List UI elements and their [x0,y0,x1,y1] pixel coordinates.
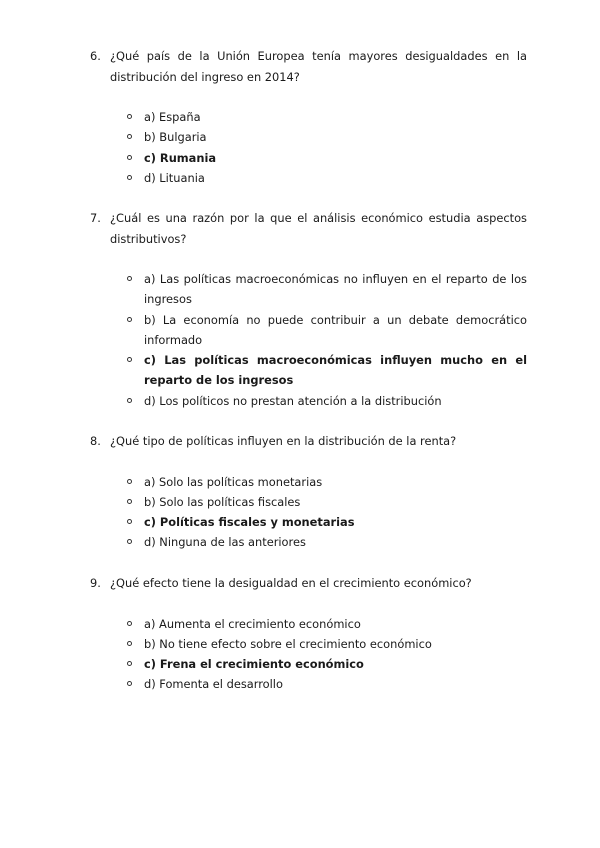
circle-bullet-icon [127,499,132,504]
option-text: a) Las políticas macroeconómicas no influyen en el reparto de los ingresos [144,272,527,307]
circle-bullet-icon [127,114,132,119]
option-text: a) España [144,110,201,124]
option-a [90,614,527,634]
question-number: 6. [90,49,101,63]
option-text: d) Lituania [144,170,205,185]
answer-options [90,107,527,188]
question-text: ¿Qué país de la Unión Europea tenía mayores desigualdades en la distribución del ingreso en 2014? [110,49,527,84]
option-b [90,310,527,351]
option-text: d) Los políticos no prestan atención a la distribución [144,393,442,408]
option-text: b) Solo las políticas fiscales [144,494,301,509]
option-c-correct [90,148,527,168]
question-number: 9. [90,576,101,590]
question-text: ¿Qué efecto tiene la desigualdad en el crecimiento económico? [110,576,472,590]
option-c-correct [90,654,527,674]
option-c-correct [90,512,527,532]
circle-bullet-icon [127,357,132,362]
answer-options [90,269,527,411]
circle-bullet-icon [127,155,132,160]
option-d [90,532,527,552]
question-text: ¿Cuál es una razón por la que el análisis económico estudia aspectos distributivos? [110,211,527,246]
option-text: c) Políticas fiscales y monetarias [144,515,355,530]
option-d [90,391,527,411]
question-8 [90,431,527,553]
circle-bullet-icon [127,621,132,626]
option-a [90,472,527,492]
circle-bullet-icon [127,539,132,544]
option-text: b) No tiene efecto sobre el crecimiento económico [144,636,432,651]
option-b [90,634,527,654]
question-6 [90,46,527,188]
answer-options [90,614,527,695]
question-9 [90,573,527,695]
option-a [90,269,527,310]
circle-bullet-icon [127,479,132,484]
option-d [90,168,527,188]
option-b [90,127,527,147]
option-text: c) Las políticas macroeconómicas influyen mucho en el reparto de los ingresos [144,353,527,388]
option-text: d) Fomenta el desarrollo [144,677,283,692]
option-d [90,674,527,694]
option-text: c) Frena el crecimiento económico [144,657,364,672]
question-number: 7. [90,211,101,225]
option-text: a) Aumenta el crecimiento económico [144,616,361,631]
answer-options [90,472,527,553]
option-b [90,492,527,512]
option-text: b) La economía no puede contribuir a un debate democrático informado [144,312,527,347]
circle-bullet-icon [127,175,132,180]
option-c-correct [90,350,527,391]
question-7 [90,208,527,411]
circle-bullet-icon [127,641,132,646]
circle-bullet-icon [127,661,132,666]
circle-bullet-icon [127,398,132,403]
question-number: 8. [90,434,101,448]
option-text: d) Ninguna de las anteriores [144,535,306,550]
circle-bullet-icon [127,519,132,524]
circle-bullet-icon [127,134,132,139]
option-text: b) Bulgaria [144,130,207,145]
circle-bullet-icon [127,681,132,686]
option-text: a) Solo las políticas monetarias [144,474,323,489]
question-text: ¿Qué tipo de políticas influyen en la distribución de la renta? [110,434,457,448]
option-a [90,107,527,127]
circle-bullet-icon [127,276,132,281]
circle-bullet-icon [127,317,132,322]
option-text: c) Rumania [144,150,217,165]
